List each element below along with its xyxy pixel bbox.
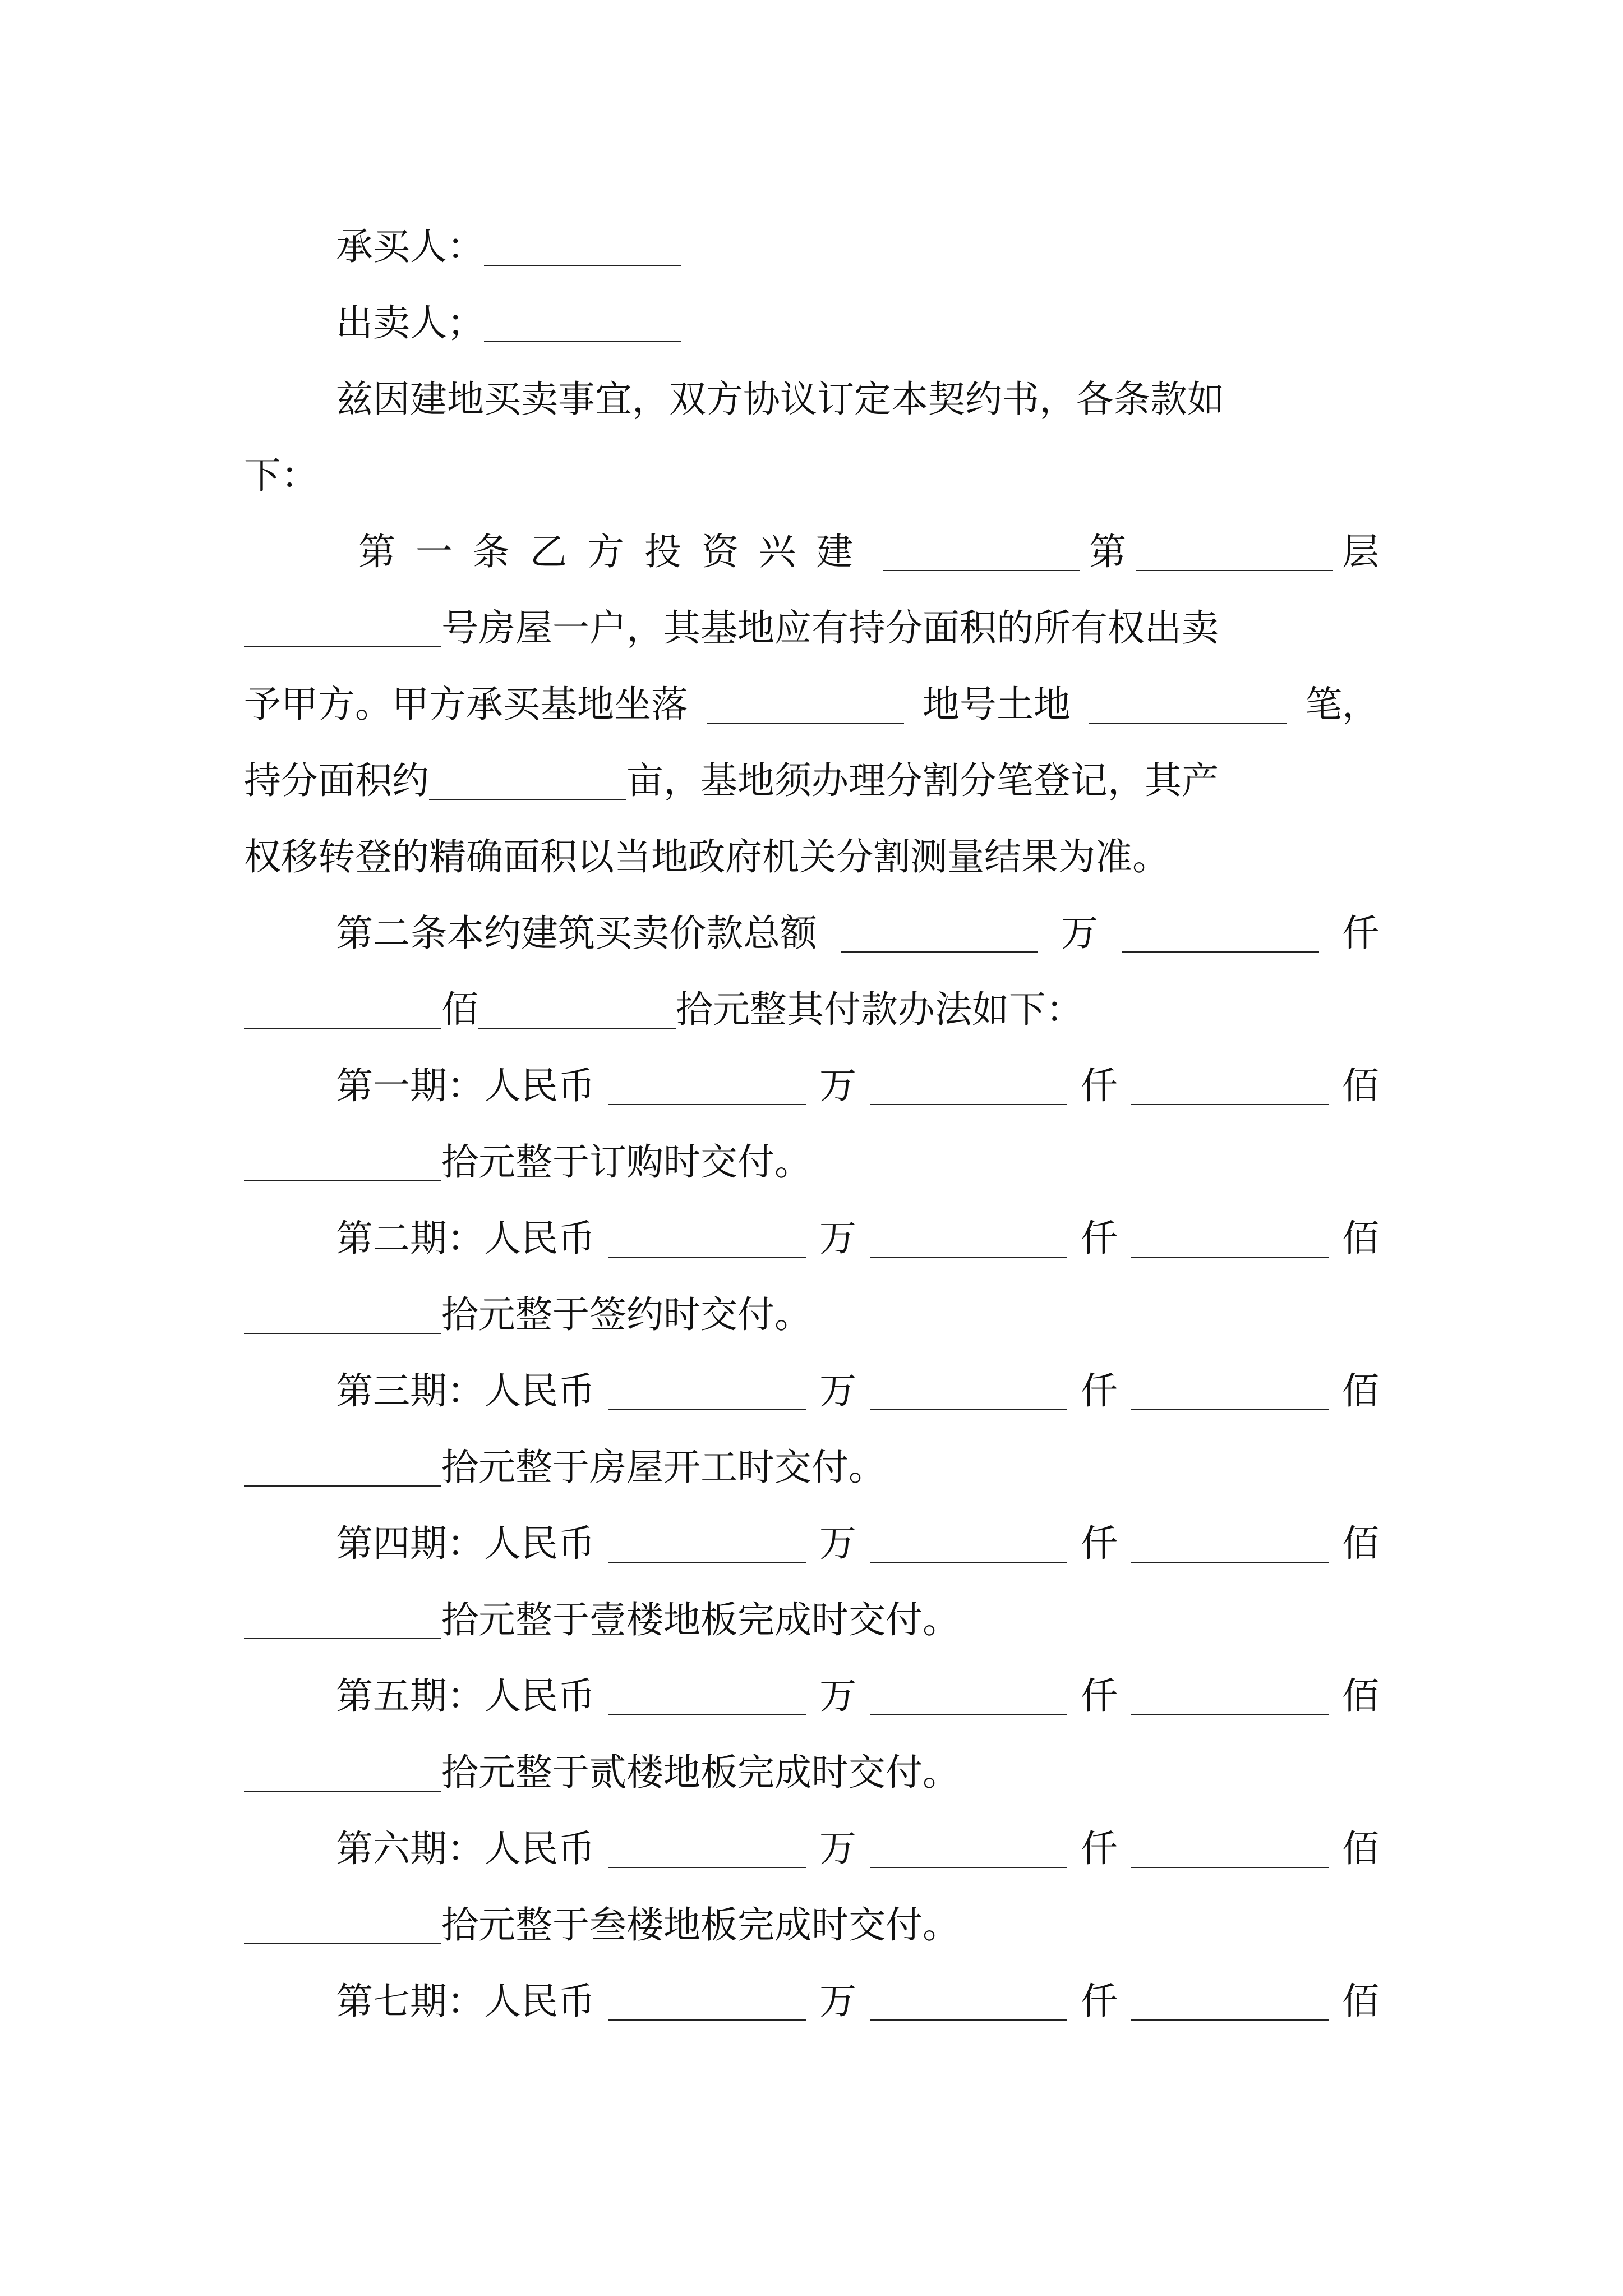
- payment-3-wan: 万: [819, 1369, 856, 1412]
- payment-5-tail: 拾元整于贰楼地板完成时交付。: [441, 1751, 960, 1794]
- land-count-blank[interactable]: [1089, 690, 1287, 724]
- payment-4-line-2: [244, 1581, 1379, 1659]
- payment-1-line-2: [244, 1123, 1379, 1202]
- total-qian-blank[interactable]: [1122, 919, 1319, 953]
- payment-5-qian-blank[interactable]: [870, 1682, 1067, 1715]
- payment-6-bai: 佰: [1342, 1827, 1379, 1870]
- payment-6-shi-blank[interactable]: [244, 1911, 441, 1944]
- payment-2-qian-blank[interactable]: [870, 1224, 1067, 1258]
- payment-5-bai: 佰: [1342, 1674, 1379, 1718]
- buyer-line: [244, 208, 1379, 286]
- payment-6-label: 第六期：人民币: [336, 1827, 595, 1870]
- payment-7-bai-blank[interactable]: [1131, 1987, 1329, 2021]
- payment-5-line-2: [244, 1733, 1379, 1812]
- article-2-line-1: [244, 894, 1379, 973]
- payment-6-wan-blank[interactable]: [608, 1834, 806, 1868]
- payment-6-qian-blank[interactable]: [870, 1834, 1067, 1868]
- payment-4-line-1: [244, 1504, 1379, 1583]
- payment-6-bai-blank[interactable]: [1131, 1834, 1329, 1868]
- payment-5-label: 第五期：人民币: [336, 1674, 595, 1718]
- payment-1-label: 第一期：人民币: [336, 1064, 595, 1107]
- payment-6-line-2: [244, 1886, 1379, 1964]
- article-1-di: 第: [1089, 530, 1126, 573]
- payment-5-wan: 万: [819, 1674, 856, 1718]
- article-2-line-2: [244, 970, 1379, 1049]
- payment-5-shi-blank[interactable]: [244, 1758, 441, 1792]
- payment-4-qian: 仟: [1081, 1522, 1118, 1565]
- payment-2-tail: 拾元整于签约时交付。: [441, 1293, 811, 1336]
- payment-4-bai-blank[interactable]: [1131, 1529, 1329, 1563]
- payment-6-wan: 万: [819, 1827, 856, 1870]
- article-1-line-3: [244, 665, 1379, 744]
- payment-1-shi-blank[interactable]: [244, 1148, 441, 1181]
- payment-7-qian-blank[interactable]: [870, 1987, 1067, 2021]
- article-1-text-3b: 地号土地: [923, 683, 1071, 726]
- project-name-blank[interactable]: [883, 537, 1080, 571]
- payment-2-line-1: [244, 1199, 1379, 1278]
- article-2-wan: 万: [1061, 912, 1098, 955]
- intro-text-2: 下：: [244, 454, 318, 497]
- payment-7-bai: 佰: [1342, 1980, 1379, 2023]
- house-number-blank[interactable]: [244, 614, 441, 647]
- payment-1-wan: 万: [819, 1064, 856, 1107]
- article-1-text-3a: 予甲方。甲方承买基地坐落: [244, 683, 688, 726]
- payment-4-tail: 拾元整于壹楼地板完成时交付。: [441, 1598, 960, 1641]
- payment-4-shi-blank[interactable]: [244, 1605, 441, 1639]
- intro-line-2: [244, 436, 1379, 515]
- payment-3-wan-blank[interactable]: [608, 1377, 806, 1410]
- article-1-line-4: [244, 742, 1379, 820]
- payment-1-line-1: [244, 1047, 1379, 1125]
- payment-3-bai-blank[interactable]: [1131, 1377, 1329, 1410]
- seller-line: [244, 284, 1379, 362]
- area-blank[interactable]: [429, 766, 626, 800]
- payment-1-bai-blank[interactable]: [1131, 1071, 1329, 1105]
- payment-6-line-1: [244, 1810, 1379, 1888]
- article-1-line-2: [244, 589, 1379, 668]
- total-wan-blank[interactable]: [841, 919, 1038, 953]
- article-2-qian: 仟: [1342, 912, 1379, 955]
- payment-6-qian: 仟: [1081, 1827, 1118, 1870]
- article-1-text-2: 号房屋一户，其基地应有持分面积的所有权出卖: [441, 606, 1219, 650]
- seller-blank[interactable]: [484, 309, 681, 342]
- payment-3-qian: 仟: [1081, 1369, 1118, 1412]
- payment-1-wan-blank[interactable]: [608, 1071, 806, 1105]
- payment-6-tail: 拾元整于叁楼地板完成时交付。: [441, 1903, 960, 1947]
- payment-2-qian: 仟: [1081, 1217, 1118, 1260]
- payment-1-tail: 拾元整于订购时交付。: [441, 1140, 811, 1184]
- article-2-heading: 第二条本约建筑买卖价款总额: [336, 912, 817, 955]
- payment-4-wan: 万: [819, 1522, 856, 1565]
- payment-4-wan-blank[interactable]: [608, 1529, 806, 1563]
- article-1-text-4a: 持分面积约: [244, 759, 429, 802]
- article-1-line-5: [244, 818, 1379, 896]
- payment-5-line-1: [244, 1657, 1379, 1736]
- payment-2-line-2: [244, 1276, 1379, 1354]
- payment-4-bai: 佰: [1342, 1522, 1379, 1565]
- article-2-bai: 佰: [441, 988, 478, 1031]
- intro-text-1: 兹因建地买卖事宜，双方协议订定本契约书，各条款如: [336, 378, 1224, 421]
- seller-label: 出卖人；: [336, 301, 484, 344]
- payment-5-bai-blank[interactable]: [1131, 1682, 1329, 1715]
- payment-1-qian-blank[interactable]: [870, 1071, 1067, 1105]
- total-shi-blank[interactable]: [478, 995, 676, 1029]
- intro-line-1: [244, 360, 1379, 439]
- payment-3-tail: 拾元整于房屋开工时交付。: [441, 1446, 886, 1489]
- payment-3-line-1: [244, 1352, 1379, 1430]
- article-1-heading: 第一条乙方投资兴建: [358, 530, 873, 573]
- payment-2-shi-blank[interactable]: [244, 1300, 441, 1334]
- land-location-blank[interactable]: [707, 690, 904, 724]
- payment-2-bai: 佰: [1342, 1217, 1379, 1260]
- article-2-text-2: 拾元整其付款办法如下：: [676, 988, 1083, 1031]
- payment-3-label: 第三期：人民币: [336, 1369, 595, 1412]
- total-bai-blank[interactable]: [244, 995, 441, 1029]
- payment-3-bai: 佰: [1342, 1369, 1379, 1412]
- payment-2-wan-blank[interactable]: [608, 1224, 806, 1258]
- payment-3-shi-blank[interactable]: [244, 1453, 441, 1487]
- article-1-line-1: [244, 513, 1379, 591]
- payment-3-qian-blank[interactable]: [870, 1377, 1067, 1410]
- article-1-text-3c: 笔，: [1305, 683, 1379, 726]
- payment-7-line-1: [244, 1962, 1379, 2041]
- payment-7-wan-blank[interactable]: [608, 1987, 806, 2021]
- buyer-label: 承买人：: [336, 225, 484, 268]
- article-1-ceng: 层: [1342, 530, 1379, 573]
- payment-7-qian: 仟: [1081, 1980, 1118, 2023]
- payment-4-qian-blank[interactable]: [870, 1529, 1067, 1563]
- payment-2-label: 第二期：人民币: [336, 1217, 595, 1260]
- buyer-blank[interactable]: [484, 232, 681, 266]
- payment-7-label: 第七期：人民币: [336, 1980, 595, 2023]
- payment-1-bai: 佰: [1342, 1064, 1379, 1107]
- floor-blank[interactable]: [1136, 537, 1333, 571]
- payment-7-wan: 万: [819, 1980, 856, 2023]
- payment-4-label: 第四期：人民币: [336, 1522, 595, 1565]
- payment-5-qian: 仟: [1081, 1674, 1118, 1718]
- article-1-text-5: 权移转登的精确面积以当地政府机关分割测量结果为准。: [244, 835, 1169, 878]
- payment-2-bai-blank[interactable]: [1131, 1224, 1329, 1258]
- payment-3-line-2: [244, 1428, 1379, 1507]
- payment-1-qian: 仟: [1081, 1064, 1118, 1107]
- payment-5-wan-blank[interactable]: [608, 1682, 806, 1715]
- article-1-text-4b: 亩，基地须办理分割分笔登记，其产: [626, 759, 1219, 802]
- payment-2-wan: 万: [819, 1217, 856, 1260]
